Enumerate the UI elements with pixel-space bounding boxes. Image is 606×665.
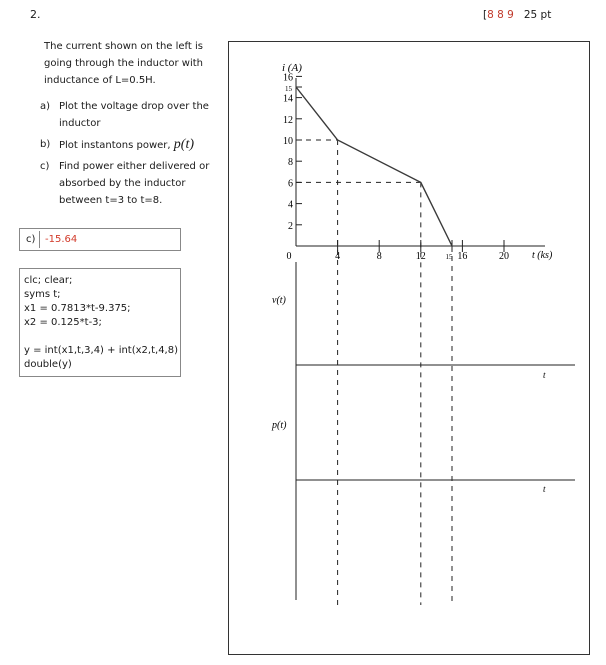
- code-line: y = int(x1,t,3,4) + int(x2,t,4,8): [24, 345, 178, 356]
- y-tick-label: 16: [283, 72, 293, 84]
- v-axis-label: v(t): [272, 295, 286, 306]
- part-b-text: Plot instantons power,: [59, 140, 171, 151]
- question-number: 2.: [30, 8, 41, 21]
- x-tick-label: 16: [457, 251, 468, 262]
- y-tick-label: 15: [285, 85, 292, 93]
- score-prefix: [: [483, 9, 488, 21]
- part-c-text: Find power either delivered or absorbed by the inductor between t=3 to t=8.: [59, 161, 210, 206]
- y-tick-label: 8: [288, 157, 293, 169]
- power-symbol: p(t): [173, 137, 194, 152]
- y-tick-label: 6: [288, 178, 293, 190]
- t-axis-label: t (ks): [532, 250, 553, 261]
- part-c-label: c): [40, 161, 50, 172]
- x-tick-label: 8: [376, 251, 382, 262]
- x-tick-label: 4: [335, 251, 341, 262]
- y-tick-label: 12: [283, 114, 293, 126]
- code-line: double(y): [24, 359, 72, 370]
- part-a-label: a): [40, 101, 51, 112]
- i-axis-label: i (A): [282, 62, 302, 74]
- problem-prompt: The current shown on the left is going through the inductor with inductance of L=0.5H.: [44, 41, 204, 86]
- p-t-label: t: [543, 484, 546, 494]
- v-t-label: t: [543, 370, 546, 380]
- part-a-text: Plot the voltage drop over the inductor: [59, 101, 209, 129]
- x-tick-label: 0: [286, 251, 292, 262]
- code-line: syms t;: [24, 289, 61, 300]
- x-tick-label: 15: [445, 253, 453, 261]
- y-tick-label: 2: [288, 220, 293, 232]
- score-marks: 8 8 9: [487, 9, 514, 21]
- p-axis-label: p(t): [272, 420, 287, 431]
- answer-label: c): [26, 234, 36, 245]
- code-line: x2 = 0.125*t-3;: [24, 317, 102, 328]
- y-tick-label: 10: [283, 136, 293, 147]
- score-total: 25 pt: [523, 9, 552, 21]
- code-line: x1 = 0.7813*t-9.375;: [24, 303, 131, 314]
- x-tick-label: 20: [499, 251, 509, 262]
- y-tick-label: 14: [283, 93, 293, 105]
- current-waveform: [296, 87, 452, 246]
- part-b-label: b): [40, 139, 51, 150]
- answer-value: -15.64: [45, 234, 78, 245]
- x-tick-label: 12: [415, 251, 426, 262]
- code-line: clc; clear;: [24, 275, 73, 286]
- y-tick-label: 4: [288, 199, 293, 211]
